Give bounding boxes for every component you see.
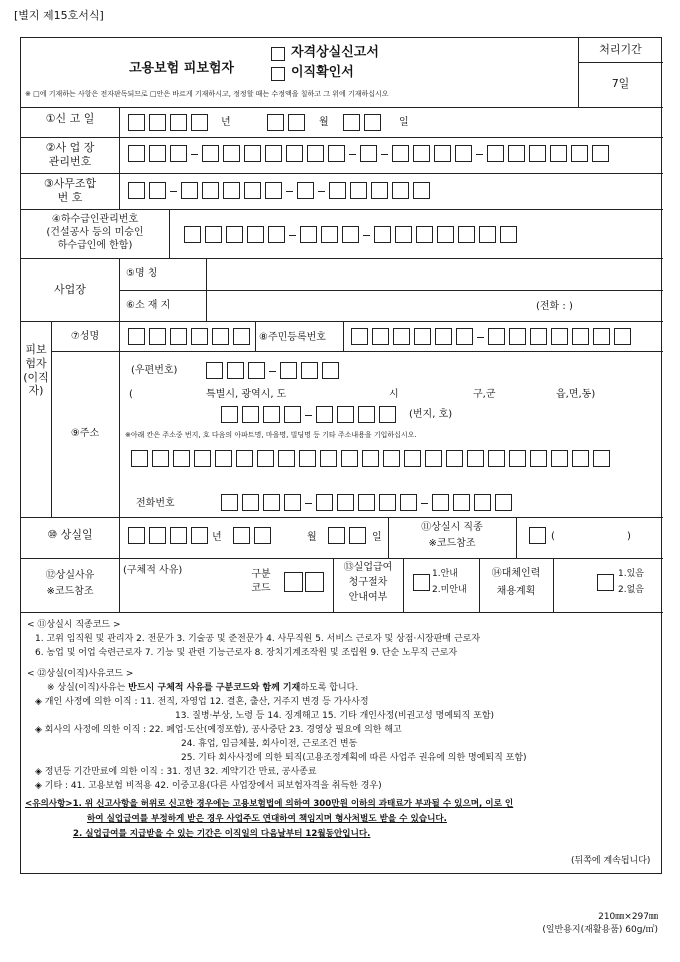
year-label: 년 xyxy=(221,117,231,128)
workplace-label: 사업장 xyxy=(54,283,86,296)
sub-no-box[interactable] xyxy=(342,226,359,243)
workplace-no-box[interactable] xyxy=(202,145,219,162)
job-code-line1: 1. 고위 임직원 및 관리자 2. 전문가 3. 기술공 및 준전문가 4. 사무직원 5. 서비스 근로자 및 상점·시장판매 근로자 xyxy=(35,634,481,644)
workplace-no-box[interactable] xyxy=(265,145,282,162)
addr-bunji-label: (번지, 호) xyxy=(409,409,453,420)
office-no-box[interactable] xyxy=(350,182,367,199)
wp-phone-label: (전화 : ) xyxy=(536,301,573,312)
sub-no-box[interactable] xyxy=(300,226,317,243)
reason-personal-2: 13. 질병·부상, 노령 등 14. 징계해고 15. 기타 개인사정(비권고성 명예퇴직 포함) xyxy=(175,711,495,721)
workplace-no-box[interactable] xyxy=(360,145,377,162)
bunji-box[interactable] xyxy=(284,406,301,423)
loss-year-box[interactable] xyxy=(149,527,166,544)
phone-box[interactable] xyxy=(453,494,470,511)
workplace-no-box[interactable] xyxy=(244,145,261,162)
workplace-no-box[interactable] xyxy=(413,145,430,162)
sub-no-box[interactable] xyxy=(184,226,201,243)
name-label: ⑦성명 xyxy=(70,331,100,342)
paper-size: 210㎜×297㎜ xyxy=(598,912,658,922)
reason-note-c: 하도록 합니다. xyxy=(300,683,359,693)
report-date-label: ①신 고 일 xyxy=(45,112,95,125)
workplace-no-box[interactable] xyxy=(487,145,504,162)
addr-eup: 읍,면,동) xyxy=(556,389,596,400)
reason-code-note xyxy=(47,683,358,693)
addr-detail-box[interactable] xyxy=(446,450,463,467)
rrn-box[interactable] xyxy=(509,328,526,345)
sub-no-label-3: 하수급인에 한함) xyxy=(57,240,133,251)
postal-box[interactable] xyxy=(301,362,318,379)
loss-day-box[interactable] xyxy=(328,527,345,544)
office-no-box[interactable] xyxy=(297,182,314,199)
rrn-box[interactable] xyxy=(551,328,568,345)
phone-box[interactable] xyxy=(474,494,491,511)
workplace-no-box[interactable] xyxy=(149,145,166,162)
benefit-label-2: 청구절차 xyxy=(348,577,388,588)
addr-detail-box[interactable] xyxy=(593,450,610,467)
option-loss-checkbox[interactable] xyxy=(271,47,285,61)
loss-year-box[interactable] xyxy=(170,527,187,544)
rrn-box[interactable] xyxy=(614,328,631,345)
continue-note: (뒤쪽에 계속됩니다) xyxy=(571,856,651,866)
workplace-no-box[interactable] xyxy=(128,145,145,162)
loss-month-box[interactable] xyxy=(233,527,250,544)
office-no-box[interactable] xyxy=(202,182,219,199)
rrn-box[interactable] xyxy=(530,328,547,345)
bunji-box[interactable] xyxy=(358,406,375,423)
rrn-box[interactable] xyxy=(435,328,452,345)
rrn-box[interactable] xyxy=(393,328,410,345)
workplace-no-box[interactable] xyxy=(392,145,409,162)
substitute-opt1: 1.있음 xyxy=(618,569,644,579)
job-paren-open: ( xyxy=(551,531,555,542)
sub-no-box[interactable] xyxy=(479,226,496,243)
phone-box[interactable] xyxy=(358,494,375,511)
sub-no-box[interactable] xyxy=(205,226,222,243)
benefit-label: ⑬실업급여 xyxy=(343,562,393,573)
report-day-box[interactable] xyxy=(343,114,360,131)
addr-detail-box[interactable] xyxy=(299,450,316,467)
addr-detail-box[interactable] xyxy=(362,450,379,467)
rrn-box[interactable] xyxy=(593,328,610,345)
report-day-box[interactable] xyxy=(364,114,381,131)
caution-3: 2. 실업급여를 지급받을 수 있는 기간은 이직일의 다음날부터 12월동안입니다. xyxy=(73,829,371,839)
insured-side-label: 피보험자(이직자) xyxy=(23,343,49,398)
office-no-box[interactable] xyxy=(181,182,198,199)
loss-month-label: 월 xyxy=(307,532,317,543)
workplace-no-box[interactable] xyxy=(328,145,345,162)
form-title: 고용보험 피보험자 xyxy=(129,61,234,76)
reason-label: ⑫상실사유 xyxy=(45,570,95,581)
sub-no-box[interactable] xyxy=(268,226,285,243)
reason-personal-1: ◈ 개인 사정에 의한 이직 : 11. 전직, 자영업 12. 결혼, 출산, 거주지 변경 등 가사사정 xyxy=(35,697,369,707)
sub-no-label-2: (건설공사 등의 미승인 xyxy=(46,227,144,238)
benefit-guide-box[interactable] xyxy=(413,574,430,591)
rrn-box[interactable] xyxy=(414,328,431,345)
job-code-label: ⑪상실시 직종 xyxy=(421,522,483,533)
substitute-opt2: 2.없음 xyxy=(618,585,644,595)
addr-detail-box[interactable] xyxy=(572,450,589,467)
phone-box[interactable] xyxy=(337,494,354,511)
postal-box[interactable] xyxy=(227,362,244,379)
form-number: [별지 제15호서식] xyxy=(14,9,104,22)
reason-other: ◈ 기타 : 41. 고용보험 비적용 42. 이중고용(다른 사업장에서 피보험자격을 취득한 경우) xyxy=(35,781,382,791)
office-no-box[interactable] xyxy=(413,182,430,199)
name-box[interactable] xyxy=(170,328,187,345)
workplace-no-box[interactable] xyxy=(170,145,187,162)
phone-box[interactable] xyxy=(316,494,333,511)
job-paren-close: ) xyxy=(627,531,631,542)
reason-note-a: ※ 상실(이직)사유는 xyxy=(47,683,129,693)
workplace-no-box[interactable] xyxy=(592,145,609,162)
addr-detail-box[interactable] xyxy=(152,450,169,467)
workplace-no-label-2: 관리번호 xyxy=(48,155,92,168)
rrn-box[interactable] xyxy=(456,328,473,345)
phone-box[interactable] xyxy=(400,494,417,511)
addr-note: ※아래 칸은 주소중 번지, 호 다음의 아파트명, 마을명, 빌딩명 등 기타 주소내용을 기입하십시오. xyxy=(125,431,417,439)
option-separation-label: 이직확인서 xyxy=(291,65,354,80)
report-year-box[interactable] xyxy=(128,114,145,131)
phone-box[interactable] xyxy=(432,494,449,511)
sub-no-box[interactable] xyxy=(374,226,391,243)
bunji-box[interactable] xyxy=(379,406,396,423)
bunji-box[interactable] xyxy=(263,406,280,423)
workplace-no-box[interactable] xyxy=(508,145,525,162)
workplace-no-box[interactable] xyxy=(434,145,451,162)
addr-detail-box[interactable] xyxy=(341,450,358,467)
sub-no-box[interactable] xyxy=(247,226,264,243)
wp-addr-label: ⑥소 재 지 xyxy=(126,300,171,311)
phone-box[interactable] xyxy=(242,494,259,511)
rrn-label: ⑧주민등록번호 xyxy=(259,332,326,343)
day-label: 일 xyxy=(399,117,409,128)
addr-detail-box[interactable] xyxy=(551,450,568,467)
addr-detail-box[interactable] xyxy=(404,450,421,467)
workplace-no-box[interactable] xyxy=(571,145,588,162)
month-label: 월 xyxy=(319,117,329,128)
phone-box[interactable] xyxy=(379,494,396,511)
phone-box[interactable] xyxy=(495,494,512,511)
office-no-box[interactable] xyxy=(244,182,261,199)
caution-2: 하여 실업급여를 부정하게 받은 경우 사업주도 연대하여 책임지며 형사처벌도 받을 수 있습니다. xyxy=(87,814,447,824)
workplace-no-box[interactable] xyxy=(286,145,303,162)
name-box[interactable] xyxy=(128,328,145,345)
address-label: ⑨주소 xyxy=(70,428,100,439)
workplace-no-box[interactable] xyxy=(223,145,240,162)
office-no-box[interactable] xyxy=(223,182,240,199)
bunji-box[interactable] xyxy=(337,406,354,423)
substitute-label-2: 채용계획 xyxy=(496,586,536,597)
addr-detail-box[interactable] xyxy=(131,450,148,467)
name-box[interactable] xyxy=(212,328,229,345)
office-no-label-2: 번 호 xyxy=(57,191,83,204)
reason-note-b: 반드시 구체적 사유를 구분코드와 함께 기재 xyxy=(128,683,301,693)
name-box[interactable] xyxy=(191,328,208,345)
benefit-opt1: 1.안내 xyxy=(432,569,458,579)
sub-no-box[interactable] xyxy=(321,226,338,243)
job-code-title: < ⑪상실시 직종코드 > xyxy=(27,620,121,630)
addr-detail-box[interactable] xyxy=(320,450,337,467)
paper-type: (일반용지(재활용품) 60g/㎡) xyxy=(542,925,658,935)
loss-month-box[interactable] xyxy=(254,527,271,544)
processing-period-label: 처리기간 xyxy=(599,43,642,56)
addr-detail-box[interactable] xyxy=(425,450,442,467)
reason-code-title: < ⑫상실(이직)사유코드 > xyxy=(27,669,134,679)
reason-code-label: 구분 xyxy=(251,569,271,580)
postal-box[interactable] xyxy=(280,362,297,379)
office-no-box[interactable] xyxy=(265,182,282,199)
bunji-box[interactable] xyxy=(221,406,238,423)
workplace-no-box[interactable] xyxy=(455,145,472,162)
rrn-box[interactable] xyxy=(488,328,505,345)
loss-year-box[interactable] xyxy=(128,527,145,544)
addr-detail-box[interactable] xyxy=(173,450,190,467)
office-no-box[interactable] xyxy=(392,182,409,199)
reason-code-box[interactable] xyxy=(305,572,324,592)
addr-detail-box[interactable] xyxy=(509,450,526,467)
sub-no-box[interactable] xyxy=(437,226,454,243)
workplace-no-box[interactable] xyxy=(529,145,546,162)
reason-company-2: 24. 휴업, 임금체불, 회사이전, 근로조건 변동 xyxy=(181,739,358,749)
addr-province: 특별시, 광역시, 도 xyxy=(206,389,287,400)
workplace-no-box[interactable] xyxy=(550,145,567,162)
reason-code-box[interactable] xyxy=(284,572,303,592)
option-separation-checkbox[interactable] xyxy=(271,67,285,81)
rrn-box[interactable] xyxy=(351,328,368,345)
loss-day-label: 일 xyxy=(372,532,382,543)
postal-box[interactable] xyxy=(248,362,265,379)
office-no-box[interactable] xyxy=(329,182,346,199)
office-no-box[interactable] xyxy=(149,182,166,199)
report-year-box[interactable] xyxy=(191,114,208,131)
benefit-opt2: 2.미안내 xyxy=(432,585,467,595)
addr-detail-box[interactable] xyxy=(236,450,253,467)
loss-year-box[interactable] xyxy=(191,527,208,544)
reason-code-label-2: 코드 xyxy=(251,583,271,594)
addr-gu: 구,군 xyxy=(473,389,496,400)
sub-no-box[interactable] xyxy=(395,226,412,243)
office-no-box[interactable] xyxy=(128,182,145,199)
phone-box[interactable] xyxy=(263,494,280,511)
report-year-box[interactable] xyxy=(170,114,187,131)
addr-detail-box[interactable] xyxy=(278,450,295,467)
reason-detail-label: (구체적 사유) xyxy=(123,565,183,576)
substitute-label: ⑭대체인력 xyxy=(491,568,541,579)
report-month-box[interactable] xyxy=(267,114,284,131)
name-box[interactable] xyxy=(149,328,166,345)
addr-open-paren: ( xyxy=(129,389,133,400)
phone-box[interactable] xyxy=(221,494,238,511)
report-year-box[interactable] xyxy=(149,114,166,131)
rrn-box[interactable] xyxy=(372,328,389,345)
loss-year-label: 년 xyxy=(212,532,222,543)
sub-no-box[interactable] xyxy=(226,226,243,243)
addr-detail-box[interactable] xyxy=(194,450,211,467)
addr-detail-box[interactable] xyxy=(215,450,232,467)
phone-box[interactable] xyxy=(284,494,301,511)
job-code-box[interactable] xyxy=(529,527,546,544)
reason-label-2: ※코드참조 xyxy=(46,586,94,597)
report-month-box[interactable] xyxy=(288,114,305,131)
addr-detail-box[interactable] xyxy=(257,450,274,467)
name-box[interactable] xyxy=(233,328,250,345)
addr-detail-box[interactable] xyxy=(383,450,400,467)
bunji-box[interactable] xyxy=(242,406,259,423)
job-code-line2: 6. 농업 및 어업 숙련근로자 7. 기능 및 관련 기능근로자 8. 장치기계조작원 및 조립원 9. 단순 노무직 근로자 xyxy=(35,648,458,658)
form-instruction: ※ □에 기재하는 사항은 전자판독되므로 □안은 바르게 기재하시고, 정정할 때는 수정액을 칠하고 그 위에 기재하십시오 xyxy=(25,90,389,98)
job-code-label-2: ※코드참조 xyxy=(428,538,476,549)
postal-box[interactable] xyxy=(322,362,339,379)
sub-no-box[interactable] xyxy=(416,226,433,243)
workplace-no-label: ②사 업 장 xyxy=(45,141,95,154)
sub-no-label: ④하수급인관리번호 xyxy=(51,214,139,225)
insurance-loss-form xyxy=(20,37,662,874)
addr-detail-box[interactable] xyxy=(467,450,484,467)
caution-1: <유의사항>1. 위 신고사항을 허위로 신고한 경우에는 고용보험법에 의하여 300만원 이하의 과태료가 부과될 수 있으며, 이로 인 xyxy=(25,799,514,809)
benefit-label-3: 안내여부 xyxy=(348,592,388,603)
wp-name-label: ⑤명 칭 xyxy=(126,268,158,279)
substitute-plan-box[interactable] xyxy=(597,574,614,591)
loss-day-box[interactable] xyxy=(349,527,366,544)
office-no-label: ③사무조합 xyxy=(43,177,97,190)
addr-city: 시 xyxy=(389,389,399,400)
postal-box[interactable] xyxy=(206,362,223,379)
processing-period-value: 7일 xyxy=(611,77,630,90)
postal-label: (우편번호) xyxy=(131,365,178,376)
addr-detail-box[interactable] xyxy=(488,450,505,467)
rrn-box[interactable] xyxy=(572,328,589,345)
phone-label: 전화번호 xyxy=(136,498,175,509)
office-no-box[interactable] xyxy=(371,182,388,199)
reason-retire: ◈ 정년등 기간만료에 의한 이직 : 31. 정년 32. 계약기간 만료, 공사종료 xyxy=(35,767,317,777)
bunji-box[interactable] xyxy=(316,406,333,423)
sub-no-box[interactable] xyxy=(458,226,475,243)
reason-company-1: ◈ 회사의 사정에 의한 이직 : 22. 폐업·도산(예정포함), 공사중단 23. 경영상 필요에 의한 해고 xyxy=(35,725,402,735)
workplace-no-box[interactable] xyxy=(307,145,324,162)
loss-date-label: ⑩ 상실일 xyxy=(47,528,93,541)
reason-company-3: 25. 기타 회사사정에 의한 퇴직(고용조정계획에 따른 사업주 권유에 의한 명예퇴직 포함) xyxy=(181,753,527,763)
option-loss-label: 자격상실신고서 xyxy=(291,45,379,60)
addr-detail-box[interactable] xyxy=(530,450,547,467)
sub-no-box[interactable] xyxy=(500,226,517,243)
